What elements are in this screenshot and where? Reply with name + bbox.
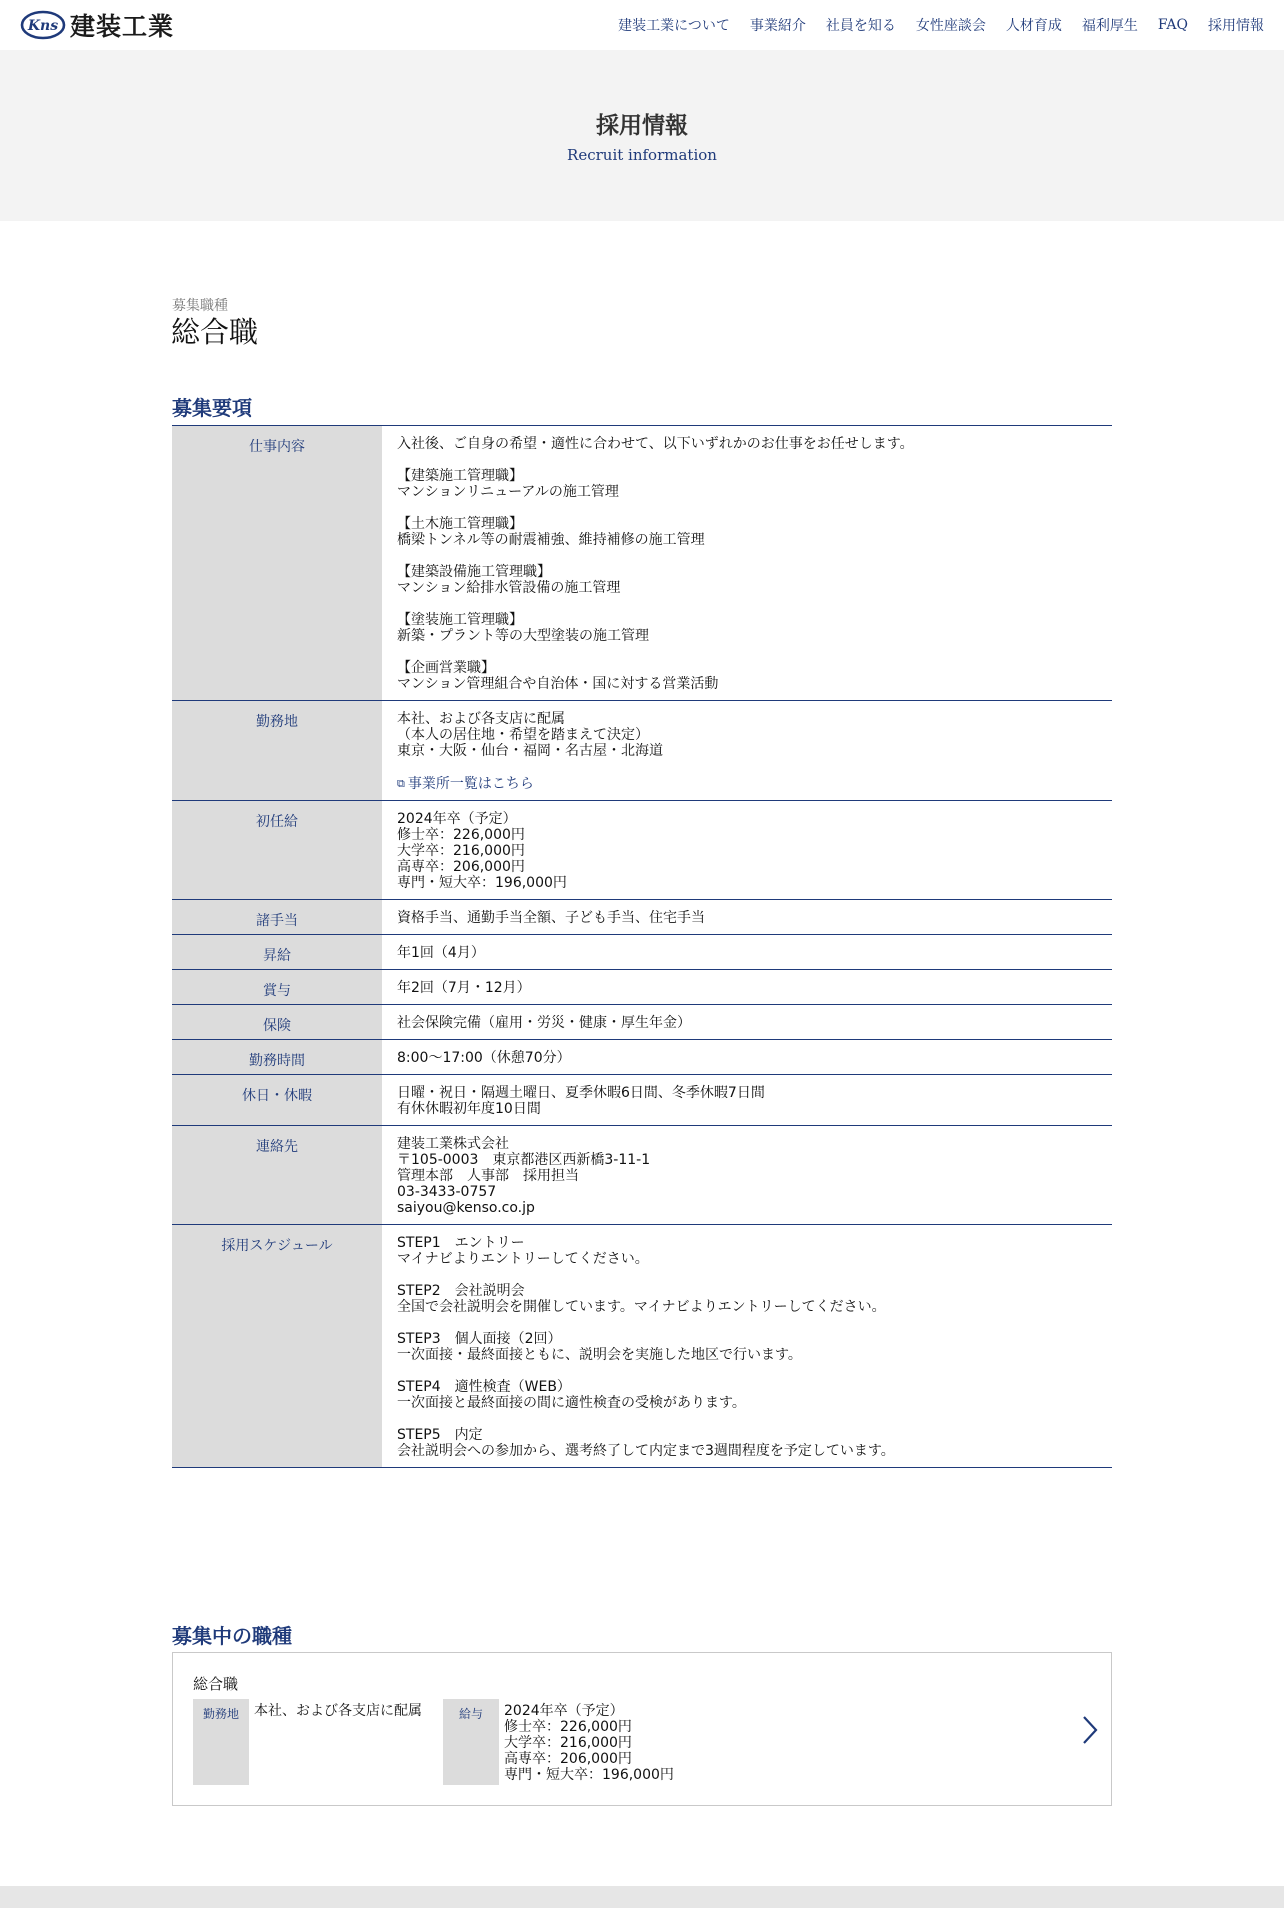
requirements-row-header: 賞与 [172,970,382,1005]
requirements-row-header: 初任給 [172,801,382,900]
requirements-line [397,596,1097,612]
requirements-line: 専門・短大卒：196,000円 [397,875,567,891]
requirements-row [172,1040,1112,1075]
requirements-line: 大学卒：216,000円 [397,843,525,859]
requirements-line: 03-3433-0757 [397,1184,497,1200]
salary-line: 高専卒：206,000円 [504,1751,632,1767]
requirements-row-header: 休日・休暇 [172,1075,382,1126]
requirements-row-value [382,1040,1112,1075]
requirements-row-header: 勤務地 [172,701,382,801]
requirements-line: 全国で会社説明会を開催しています。マイナビよりエントリーしてください。 [397,1299,886,1315]
salary-value [504,1703,674,1783]
requirements-row-header: 採用スケジュール [172,1225,382,1468]
nav-link-7[interactable]: 採用情報 [1208,18,1264,34]
logo-mark-text: Kns [27,18,59,34]
requirements-line: 2024年卒（予定） [397,811,517,827]
requirements-line: 年2回（7月・12月） [397,980,531,996]
nav-link-1[interactable]: 事業紹介 [749,18,806,34]
requirements-line [397,1411,1097,1427]
requirements-line: 一次面接と最終面接の間に適性検査の受検があります。 [397,1395,746,1411]
logo-text: 建装工業 [70,12,175,41]
requirements-title: 募集要項 [172,396,252,420]
office-list-link[interactable] [397,776,534,792]
salary-tag: 給与 [443,1699,499,1785]
nav-link-3[interactable]: 女性座談会 [915,18,986,34]
requirements-line [397,1267,1097,1283]
requirements-row-value [382,701,1112,801]
site-header [0,0,1284,50]
requirements-row-value [382,970,1112,1005]
requirements-row-header: 昇給 [172,935,382,970]
requirements-row-header: 仕事内容 [172,426,382,701]
requirements-line: STEP2 会社説明会 [397,1283,525,1299]
requirements-line: マンション管理組合や自治体・国に対する営業活動 [397,676,719,692]
requirements-line: 年1回（4月） [397,945,485,961]
requirements-line: 東京・大阪・仙台・福岡・名古屋・北海道 [397,743,663,759]
salary-line: 専門・短大卒：196,000円 [504,1767,674,1783]
requirements-line [397,759,1097,775]
requirements-line [397,548,1097,564]
requirements-line: 橋梁トンネル等の耐震補強、維持補修の施工管理 [397,532,705,548]
global-nav [598,0,1264,50]
requirements-row-value [382,1005,1112,1040]
requirements-row-value [382,426,1112,701]
requirements-line: 【土木施工管理職】 [397,516,523,532]
office-list-link-text: 事業所一覧はこちら [407,776,534,792]
page-subtitle: Recruit information [567,146,717,164]
requirements-line: 建装工業株式会社 [397,1136,509,1152]
requirements-row [172,1126,1112,1225]
nav-link-6[interactable]: FAQ [1157,17,1188,33]
requirements-row-header: 諸手当 [172,900,382,935]
requirements-line: STEP4 適性検査（WEB） [397,1379,571,1395]
nav-link-2[interactable]: 社員を知る [825,18,896,34]
requirements-line: STEP1 エントリー [397,1235,525,1251]
requirements-table [172,425,1112,1468]
requirements-line: マイナビよりエントリーしてください。 [397,1251,649,1267]
requirements-line: STEP3 個人面接（2回） [397,1331,562,1347]
nav-link-5[interactable]: 福利厚生 [1081,18,1138,34]
requirements-line: マンションリニューアルの施工管理 [397,484,619,500]
requirements-line [397,452,1097,468]
requirements-row-header: 勤務時間 [172,1040,382,1075]
salary-line: 2024年卒（予定） [504,1703,624,1719]
requirements-line: 有休休暇初年度10日間 [397,1101,541,1117]
salary-line: 大学卒：216,000円 [504,1735,632,1751]
requirements-line: 本社、および各支店に配属 [397,711,565,727]
job-opening-card[interactable] [172,1652,1112,1806]
requirements-row [172,801,1112,900]
requirements-row [172,970,1112,1005]
external-link-icon: ⧉ [397,777,405,790]
location-value: 本社、および各支店に配属 [254,1703,422,1719]
requirements-line [397,1363,1097,1379]
requirements-line: 【建築施工管理職】 [397,468,523,484]
requirements-line: 会社説明会への参加から、選考終了して内定まで3週間程度を予定しています。 [397,1443,895,1459]
requirements-row [172,1075,1112,1126]
requirements-row [172,935,1112,970]
requirements-line: 修士卒：226,000円 [397,827,525,843]
requirements-line: 8:00～17:00（休憩70分） [397,1050,571,1066]
requirements-line: 一次面接・最終面接ともに、説明会を実施した地区で行います。 [397,1347,802,1363]
logo-mark-icon [20,9,66,41]
requirements-line: 社会保険完備（雇用・労災・健康・厚生年金） [397,1015,691,1031]
requirements-line: 管理本部 人事部 採用担当 [397,1168,579,1184]
requirements-row [172,701,1112,801]
page-hero [0,50,1284,221]
requirements-line: 入社後、ご自身の希望・適性に合わせて、以下いずれかのお仕事をお任せします。 [397,436,914,452]
requirements-row [172,1005,1112,1040]
openings-title: 募集中の職種 [172,1624,292,1648]
job-card-title: 総合職 [193,1675,239,1693]
requirements-line: （本人の居住地・希望を踏まえて決定） [397,727,649,743]
job-type-label: 募集職種 [172,298,228,314]
requirements-line [397,644,1097,660]
nav-link-4[interactable]: 人材育成 [1005,18,1062,34]
location-tag: 勤務地 [193,1699,249,1785]
requirements-line: STEP5 内定 [397,1427,483,1443]
requirements-line: 新築・プラント等の大型塗装の施工管理 [397,628,649,644]
footer-band [0,1886,1284,1908]
site-logo[interactable] [20,7,174,43]
requirements-row-value [382,801,1112,900]
requirements-line: 資格手当、通勤手当全額、子ども手当、住宅手当 [397,910,705,926]
requirements-line: 日曜・祝日・隔週土曜日、夏季休暇6日間、冬季休暇7日間 [397,1085,765,1101]
requirements-line: 高専卒：206,000円 [397,859,525,875]
nav-link-0[interactable]: 建装工業について [618,18,730,34]
page-title: 採用情報 [596,113,688,139]
requirements-row [172,900,1112,935]
requirements-row-value [382,1126,1112,1225]
requirements-line: マンション給排水管設備の施工管理 [397,580,621,596]
requirements-row-header: 連絡先 [172,1126,382,1225]
requirements-line [397,1315,1097,1331]
job-type-name: 総合職 [171,315,259,349]
salary-line: 修士卒：226,000円 [504,1719,632,1735]
requirements-line: 【建築設備施工管理職】 [397,564,551,580]
requirements-row-value [382,900,1112,935]
requirements-row-value [382,1075,1112,1126]
requirements-line: saiyou@kenso.co.jp [397,1200,535,1216]
requirements-row-value [382,1225,1112,1468]
requirements-line: 【塗装施工管理職】 [397,612,523,628]
requirements-line: 〒105-0003 東京都港区西新橋3-11-1 [397,1152,651,1168]
requirements-row-value [382,935,1112,970]
requirements-line [397,500,1097,516]
requirements-row [172,426,1112,701]
requirements-row [172,1225,1112,1468]
requirements-row-header: 保険 [172,1005,382,1040]
requirements-line: 【企画営業職】 [397,660,495,676]
chevron-right-icon[interactable] [1079,1713,1101,1747]
